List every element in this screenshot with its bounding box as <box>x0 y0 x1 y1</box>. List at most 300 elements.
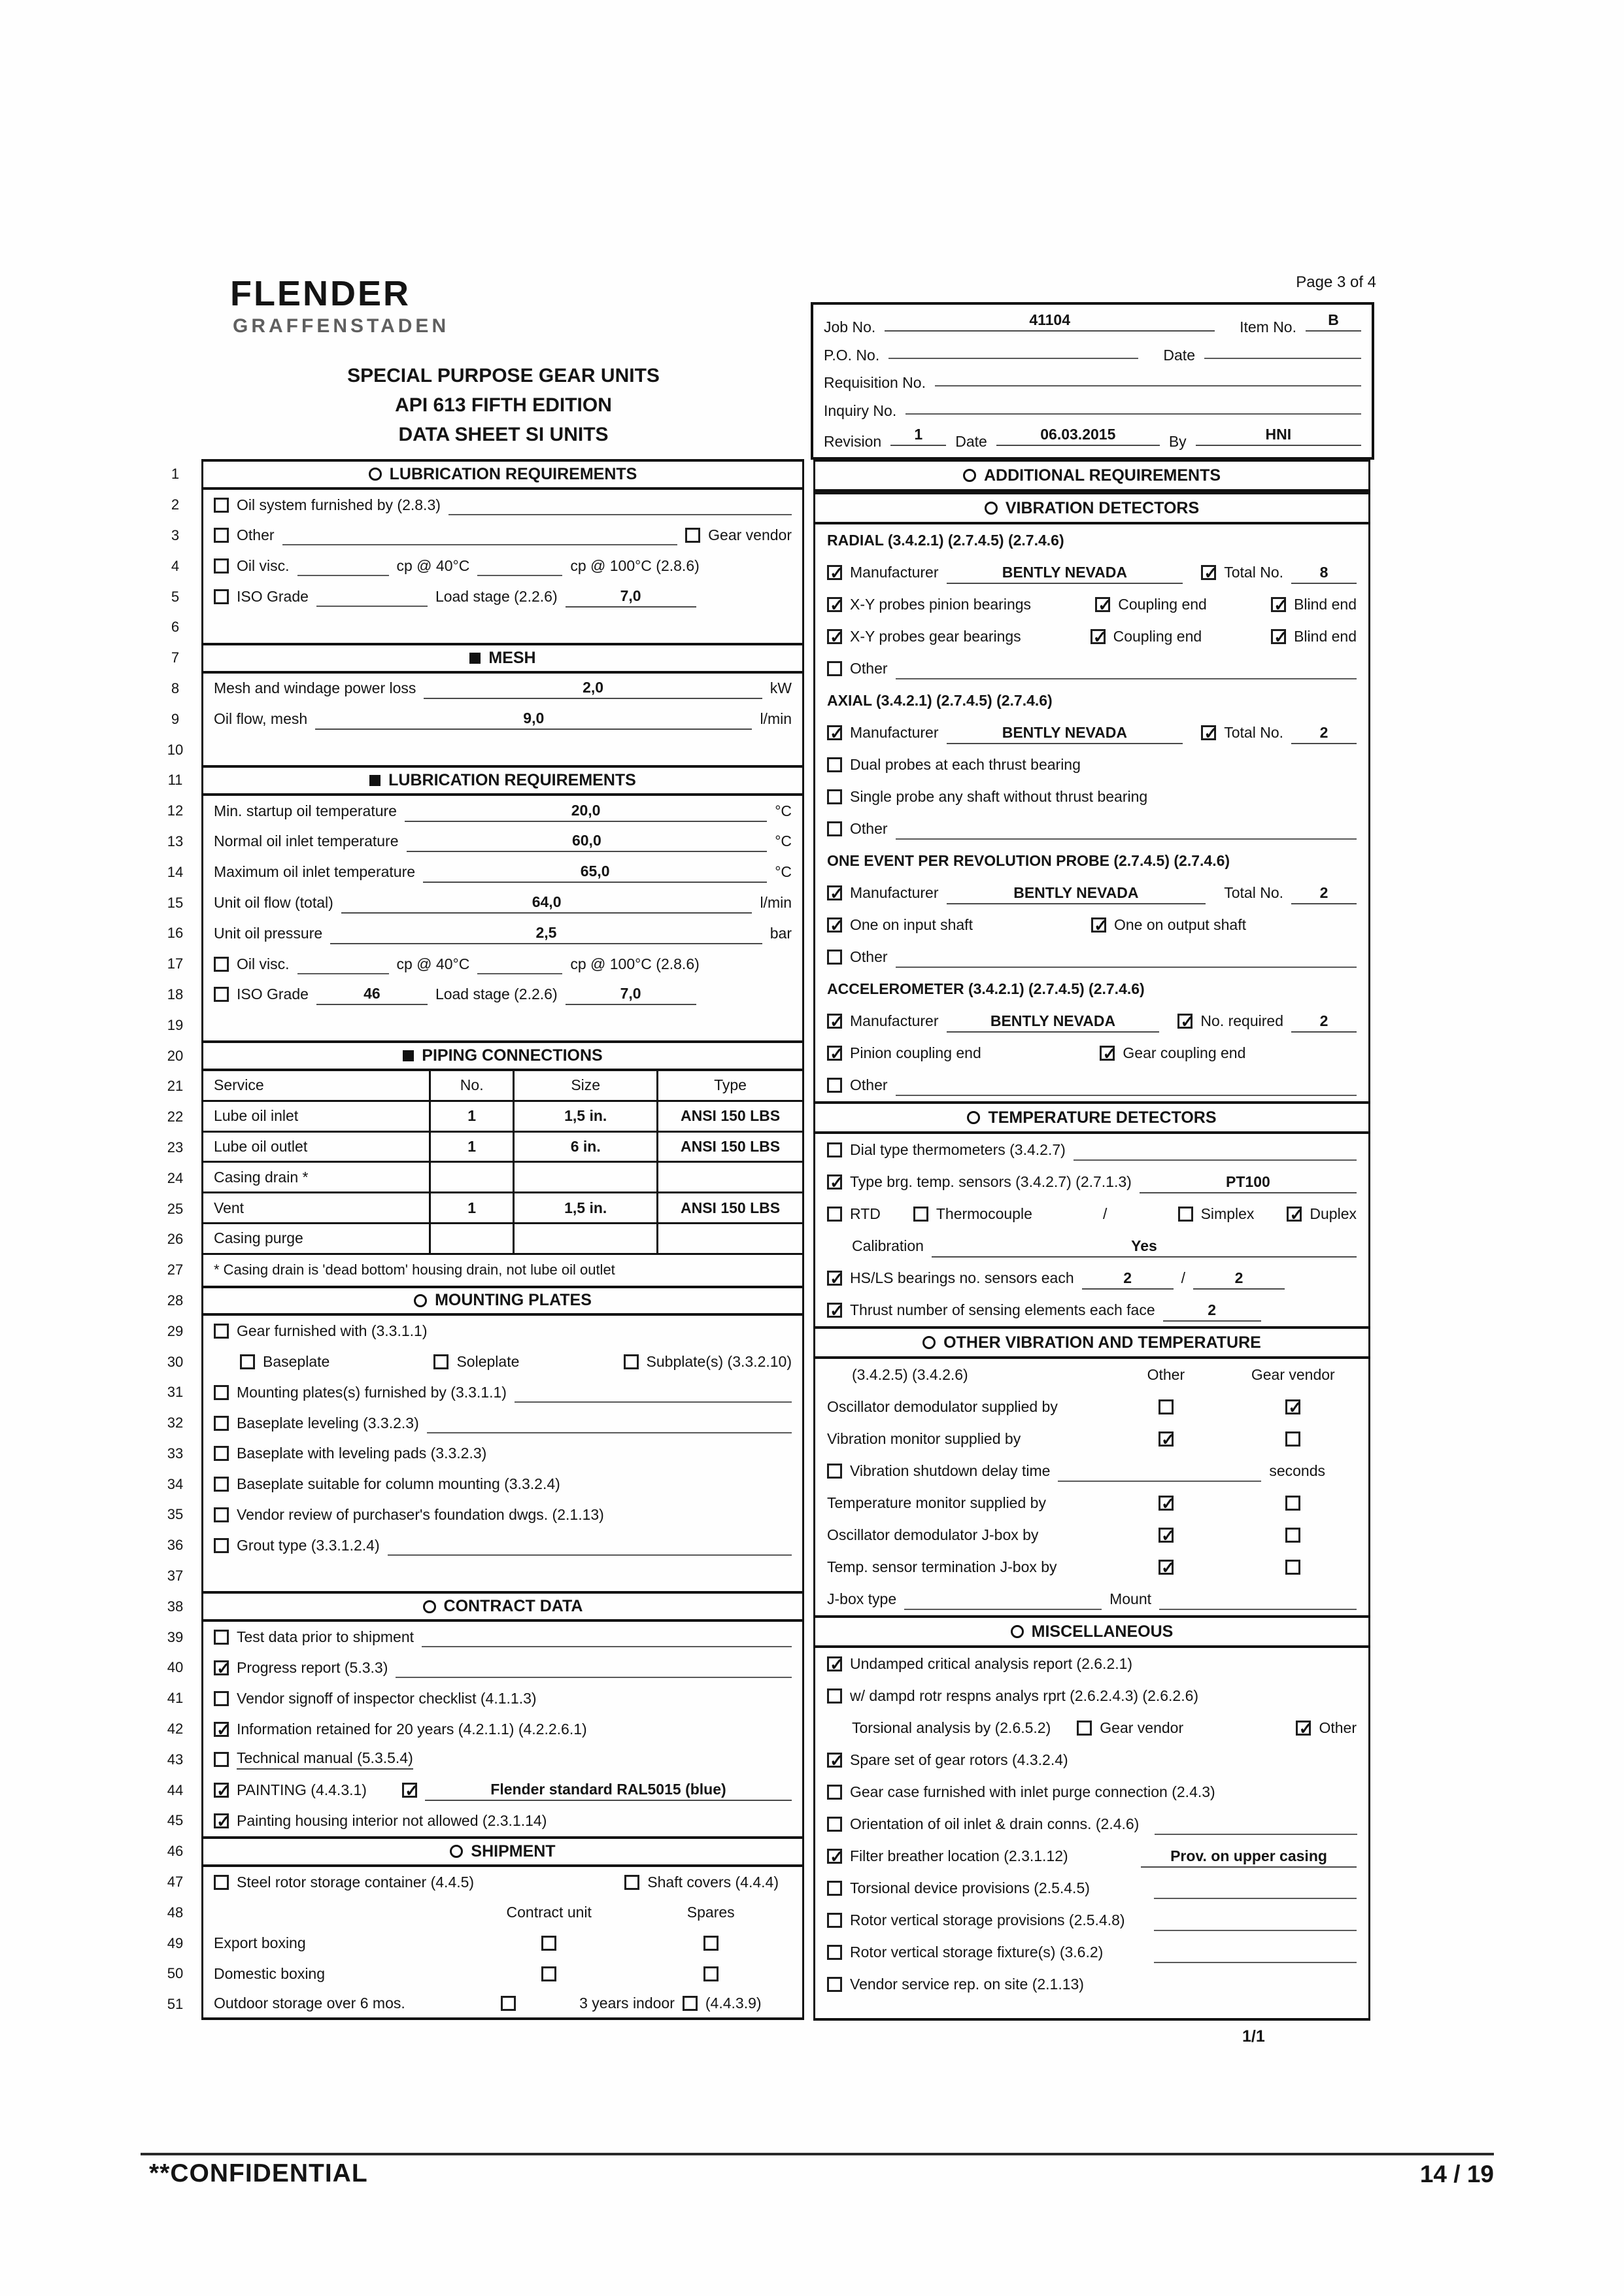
row-number: 4 <box>171 557 180 574</box>
form-row <box>815 1872 1368 1904</box>
field-label: Manufacturer <box>850 724 939 741</box>
field-label: Total No. <box>1224 724 1283 741</box>
grid-cell <box>827 1487 1102 1519</box>
info-row <box>824 342 1361 364</box>
row-number: 45 <box>167 1812 184 1829</box>
row-number: 5 <box>171 588 180 605</box>
square-marker-icon <box>369 775 381 786</box>
field-label: Date <box>1163 346 1195 364</box>
checkbox-unchecked <box>827 1913 842 1928</box>
field-label: Painting housing interior not allowed (2.3.1.14) <box>237 1811 547 1829</box>
field-value: 46 <box>316 985 428 1005</box>
document-title <box>203 361 804 449</box>
piping-row <box>201 1193 804 1224</box>
field-label: RADIAL (3.4.2.1) (2.7.4.5) (2.7.4.6) <box>827 532 1064 549</box>
section-title: VIBRATION DETECTORS <box>1005 498 1200 517</box>
form-row <box>149 1040 804 1071</box>
form-row <box>149 1714 804 1745</box>
form-row <box>815 941 1368 973</box>
field-label: P.O. No. <box>824 346 880 364</box>
checkbox-checked <box>827 1303 842 1318</box>
field-label: °C <box>775 863 792 881</box>
left-column-table <box>149 459 804 2020</box>
checkbox-unchecked <box>827 1142 842 1157</box>
form-row <box>149 1010 804 1040</box>
grid-cell <box>468 1928 630 1959</box>
checkbox-unchecked <box>913 1207 928 1222</box>
checkbox-checked <box>827 1849 842 1864</box>
checkbox-unchecked <box>1285 1528 1300 1543</box>
section-header <box>813 1101 1370 1134</box>
field-value: BENTLY NEVADA <box>947 564 1183 584</box>
row-number: 29 <box>167 1322 184 1339</box>
grid-cell <box>1102 1519 1229 1551</box>
blank-field <box>935 369 1361 386</box>
field-label: Test data prior to shipment <box>237 1628 414 1646</box>
checkbox-unchecked <box>214 1875 229 1890</box>
blank-field <box>1155 1818 1357 1835</box>
blank-field <box>896 662 1357 679</box>
section-title: MESH <box>488 648 536 667</box>
field-label: °C <box>775 802 792 819</box>
field-label: Requisition No. <box>824 374 926 392</box>
field-label: Oscillator demodulator supplied by <box>827 1398 1058 1415</box>
circle-marker-icon <box>985 502 998 515</box>
piping-row <box>201 1163 804 1193</box>
section-title: ADDITIONAL REQUIREMENTS <box>983 466 1221 485</box>
circle-marker-icon <box>414 1294 427 1307</box>
checkbox-checked <box>827 1271 842 1286</box>
footnote: * Casing drain is 'dead bottom' housing drain, not lube oil outlet <box>201 1255 804 1286</box>
row-number: 34 <box>167 1475 184 1492</box>
field-label: Blind end <box>1294 628 1357 645</box>
checkbox-checked <box>827 629 842 644</box>
checkbox-checked <box>1296 1721 1311 1736</box>
field-label: Vendor review of purchaser's foundation dwgs. (2.1.13) <box>237 1505 604 1523</box>
field-value: 60,0 <box>407 832 768 852</box>
blank-field <box>1154 1914 1357 1931</box>
checkbox-unchecked <box>827 1078 842 1093</box>
form-row-content <box>201 1806 804 1836</box>
checkbox-unchecked <box>685 528 700 543</box>
checkbox-unchecked <box>214 1416 229 1431</box>
blank-field <box>1154 1882 1357 1899</box>
blank-field <box>888 342 1138 359</box>
checkbox-unchecked <box>214 528 229 543</box>
field-label: Gear case furnished with inlet purge connection (2.4.3) <box>850 1783 1215 1800</box>
checkbox-unchecked <box>827 661 842 676</box>
checkbox-checked <box>827 1174 842 1190</box>
field-label: cp @ 100°C (2.8.6) <box>570 557 700 575</box>
form-row <box>149 1530 804 1561</box>
row-number: 25 <box>167 1200 184 1217</box>
section-title: MOUNTING PLATES <box>435 1291 592 1310</box>
checkbox-checked <box>214 1722 229 1737</box>
checkbox-unchecked <box>214 1385 229 1400</box>
form-row <box>149 949 804 980</box>
table-cell: Casing drain * <box>203 1163 431 1191</box>
table-cell: Lube oil inlet <box>203 1102 431 1131</box>
checkbox-checked <box>827 597 842 612</box>
form-row <box>815 1262 1368 1294</box>
row-number: 24 <box>167 1169 184 1186</box>
field-label: seconds <box>1269 1462 1325 1479</box>
form-row <box>149 551 804 581</box>
section-header <box>201 1040 804 1071</box>
form-row-content <box>201 1959 804 1989</box>
field-label: ONE EVENT PER REVOLUTION PROBE (2.7.4.5) (2.7.4.6) <box>827 852 1230 869</box>
section-header <box>201 1836 804 1867</box>
grid-cell <box>630 1928 792 1959</box>
checkbox-checked <box>1201 565 1216 580</box>
piping-row <box>201 1071 804 1102</box>
company-logo-subtitle: GRAFFENSTADEN <box>233 315 450 337</box>
field-label: By <box>1168 432 1187 450</box>
field-label: Coupling end <box>1118 596 1207 613</box>
field-label: One on input shaft <box>850 916 973 933</box>
checkbox-unchecked <box>827 1817 842 1832</box>
info-row <box>824 311 1361 336</box>
checkbox-unchecked <box>214 1538 229 1553</box>
form-row <box>815 1455 1368 1487</box>
form-row <box>815 524 1368 557</box>
grid-cell <box>214 1897 468 1928</box>
form-row-content <box>201 581 804 612</box>
form-row <box>149 1989 804 2020</box>
form-row-content <box>201 918 804 949</box>
form-row <box>815 1487 1368 1519</box>
field-label: Other <box>850 660 888 677</box>
blank-row <box>201 1010 804 1040</box>
table-cell: ANSI 150 LBS <box>681 1199 781 1216</box>
section-title: OTHER VIBRATION AND TEMPERATURE <box>943 1333 1261 1352</box>
grid-cell <box>1230 1359 1357 1391</box>
row-number: 21 <box>167 1078 184 1095</box>
blank-field <box>316 590 428 607</box>
blank-row <box>201 734 804 765</box>
table-cell: 1 <box>431 1102 515 1131</box>
field-label: cp @ 100°C (2.8.6) <box>570 955 700 972</box>
field-label: J-box type <box>827 1590 897 1607</box>
field-value: 2 <box>1193 1269 1285 1290</box>
row-number: 51 <box>167 1996 184 2013</box>
form-row <box>149 1499 804 1530</box>
checkbox-unchecked <box>214 987 229 1002</box>
field-label: Export boxing <box>214 1934 306 1952</box>
form-row <box>149 1867 804 1898</box>
form-row <box>149 1928 804 1959</box>
field-label: Baseplate <box>263 1353 330 1370</box>
field-value: 2 <box>1291 724 1357 744</box>
section-title: LUBRICATION REQUIREMENTS <box>389 464 637 483</box>
field-label: ACCELEROMETER (3.4.2.1) (2.7.4.5) (2.7.4.6) <box>827 980 1145 997</box>
field-label: Inquiry No. <box>824 402 897 420</box>
form-row-content <box>201 1439 804 1469</box>
form-row <box>815 1808 1368 1840</box>
field-label: / <box>1103 1205 1108 1222</box>
field-label: Information retained for 20 years (4.2.1.1) (4.2.2.6.1) <box>237 1720 587 1738</box>
checkbox-unchecked <box>624 1354 639 1369</box>
form-row <box>149 1622 804 1653</box>
row-number: 35 <box>167 1506 184 1523</box>
grid-cell <box>1230 1423 1357 1455</box>
form-row <box>149 887 804 918</box>
page-label: Page 3 of 4 <box>1296 273 1376 291</box>
blank-field <box>904 1593 1102 1610</box>
form-row <box>815 1519 1368 1551</box>
field-label: Gear vendor <box>708 526 792 544</box>
field-label: l/min <box>760 894 792 912</box>
form-row-content <box>201 1714 804 1745</box>
checkbox-unchecked <box>1077 1721 1092 1736</box>
row-number: 48 <box>167 1904 184 1921</box>
checkbox-unchecked <box>1285 1560 1300 1575</box>
form-row-content <box>201 1653 804 1683</box>
circle-marker-icon <box>369 468 382 481</box>
field-label: Grout type (3.3.1.2.4) <box>237 1536 380 1554</box>
form-row-content <box>201 1775 804 1806</box>
checkbox-checked <box>1271 629 1286 644</box>
row-number: 8 <box>171 679 180 696</box>
checkbox-unchecked <box>1159 1399 1174 1414</box>
checkbox-unchecked <box>624 1875 639 1890</box>
field-label: Torsional device provisions (2.5.4.5) <box>850 1879 1090 1896</box>
row-number: 13 <box>167 832 184 849</box>
field-label: Oil visc. <box>237 557 290 575</box>
row-number: 30 <box>167 1353 184 1370</box>
row-number: 22 <box>167 1108 184 1125</box>
row-number: 50 <box>167 1965 184 1982</box>
checkbox-unchecked <box>1285 1496 1300 1511</box>
form-row-content <box>201 1897 804 1928</box>
form-row <box>149 521 804 551</box>
field-label: bar <box>770 924 792 942</box>
table-cell: Vent <box>203 1193 431 1222</box>
checkbox-unchecked <box>433 1354 448 1369</box>
field-value: BENTLY NEVADA <box>947 1012 1160 1033</box>
form-row <box>149 674 804 704</box>
company-logo: FLENDER <box>230 274 411 313</box>
row-number: 43 <box>167 1751 184 1768</box>
checkbox-unchecked <box>703 1936 719 1951</box>
checkbox-unchecked <box>827 1945 842 1960</box>
form-row <box>815 653 1368 685</box>
checkbox-checked <box>1159 1560 1174 1575</box>
field-label: Gear coupling end <box>1123 1044 1246 1061</box>
form-row <box>815 1744 1368 1776</box>
row-number: 42 <box>167 1721 184 1738</box>
field-label: Min. startup oil temperature <box>214 802 397 819</box>
field-label: ISO Grade <box>237 985 309 1003</box>
form-row <box>149 796 804 827</box>
form-row <box>815 1904 1368 1936</box>
form-row-content <box>201 674 804 704</box>
field-label: No. required <box>1200 1012 1283 1029</box>
form-row <box>149 1653 804 1683</box>
form-row <box>149 459 804 490</box>
field-value: 2 <box>1082 1269 1174 1290</box>
checkbox-checked <box>827 1656 842 1671</box>
checkbox-unchecked <box>541 1966 556 1981</box>
field-label: Type brg. temp. sensors (3.4.2.7) (2.7.1.3) <box>850 1173 1132 1190</box>
blank-field <box>396 1661 792 1678</box>
form-row <box>815 749 1368 781</box>
row-number: 39 <box>167 1628 184 1645</box>
checkbox-checked <box>1201 725 1216 740</box>
field-label: w/ dampd rotr respns analys rprt (2.6.2.4.3) (2.6.2.6) <box>850 1687 1199 1704</box>
row-number: 20 <box>167 1047 184 1064</box>
checkbox-unchecked <box>827 1977 842 1992</box>
column-header: Size <box>515 1071 658 1100</box>
form-row <box>149 1316 804 1346</box>
blank-row <box>201 1561 804 1592</box>
field-label: Vibration shutdown delay time <box>850 1462 1051 1479</box>
grid-cell <box>1230 1519 1357 1551</box>
form-row <box>149 1561 804 1592</box>
checkbox-unchecked <box>214 1446 229 1461</box>
field-label: Rotor vertical storage fixture(s) (3.6.2) <box>850 1944 1104 1961</box>
field-label: Pinion coupling end <box>850 1044 981 1061</box>
checkbox-unchecked <box>827 1881 842 1896</box>
grid-cell <box>549 1989 792 2017</box>
right-column-table <box>813 459 1370 2021</box>
checkbox-unchecked <box>501 1996 516 2011</box>
section-body <box>813 1648 1370 2021</box>
checkbox-checked <box>402 1783 417 1798</box>
form-row <box>149 1591 804 1622</box>
row-number: 2 <box>171 496 180 513</box>
field-label: Thrust number of sensing elements each face <box>850 1301 1155 1318</box>
field-label: Revision <box>824 432 882 450</box>
column-header: No. <box>431 1071 515 1100</box>
form-row <box>149 1469 804 1499</box>
form-row <box>149 765 804 796</box>
field-label: Technical manual (5.3.5.4) <box>237 1749 413 1770</box>
form-row <box>149 1836 804 1867</box>
form-row-content <box>201 490 804 521</box>
checkbox-unchecked <box>214 558 229 574</box>
checkbox-unchecked <box>827 1785 842 1800</box>
blank-field <box>422 1630 792 1647</box>
field-label: Mesh and windage power loss <box>214 679 416 697</box>
checkbox-checked <box>1095 597 1110 612</box>
section-title: LUBRICATION REQUIREMENTS <box>388 770 636 789</box>
form-row <box>815 1294 1368 1326</box>
form-row <box>815 621 1368 653</box>
blank-field <box>1074 1144 1357 1161</box>
section-title: SHIPMENT <box>471 1842 556 1860</box>
field-label: Single probe any shaft without thrust bearing <box>850 788 1148 805</box>
checkbox-checked <box>214 1660 229 1675</box>
grid-cell <box>630 1959 792 1989</box>
form-row <box>815 813 1368 845</box>
form-row <box>815 1005 1368 1037</box>
table-cell <box>431 1224 515 1253</box>
section-title: CONTRACT DATA <box>443 1597 583 1616</box>
form-row <box>149 1377 804 1408</box>
blank-field <box>905 398 1361 415</box>
field-label: Vibration monitor supplied by <box>827 1430 1021 1447</box>
grid-cell <box>827 1551 1102 1583</box>
field-value: 2 <box>1291 884 1357 904</box>
field-label: Other <box>850 948 888 965</box>
field-label: Progress report (5.3.3) <box>237 1658 388 1676</box>
blank-field <box>282 528 678 545</box>
checkbox-checked <box>827 725 842 740</box>
checkbox-unchecked <box>214 1630 229 1645</box>
field-label: Total No. <box>1224 564 1283 581</box>
table-cell: 6 in. <box>515 1133 658 1161</box>
field-label: Job No. <box>824 318 876 336</box>
form-row <box>815 1551 1368 1583</box>
row-number: 27 <box>167 1261 184 1278</box>
form-row <box>815 1037 1368 1069</box>
piping-row <box>201 1224 804 1255</box>
page-number: 14 / 19 <box>1419 2161 1494 2187</box>
form-row <box>149 1775 804 1806</box>
form-row <box>149 704 804 734</box>
field-label: Normal oil inlet temperature <box>214 832 399 850</box>
blank-field <box>1058 1465 1261 1482</box>
field-label: °C <box>775 832 792 850</box>
checkbox-checked <box>1287 1207 1302 1222</box>
field-label: Temperature monitor supplied by <box>827 1494 1046 1511</box>
row-number: 9 <box>171 710 180 727</box>
row-number: 36 <box>167 1537 184 1554</box>
field-label: Total No. <box>1224 884 1283 901</box>
row-number: 14 <box>167 863 184 880</box>
field-label: Shaft covers (4.4.4) <box>647 1873 779 1891</box>
form-row-content <box>201 1928 804 1959</box>
form-row <box>815 1712 1368 1744</box>
blank-field <box>515 1386 792 1403</box>
checkbox-unchecked <box>827 821 842 836</box>
form-row <box>815 557 1368 589</box>
field-label: (4.4.3.9) <box>705 1994 762 2012</box>
form-row <box>149 581 804 612</box>
field-value: 65,0 <box>423 863 767 883</box>
form-row <box>815 1936 1368 1968</box>
form-row <box>149 734 804 765</box>
row-number: 23 <box>167 1139 184 1156</box>
circle-marker-icon <box>967 1111 980 1124</box>
field-label: Simplex <box>1200 1205 1255 1222</box>
field-label: Torsional analysis by (2.6.5.2) <box>852 1719 1051 1736</box>
blank-field <box>388 1539 792 1556</box>
field-label: Thermocouple <box>936 1205 1032 1222</box>
field-value: HNI <box>1196 426 1361 446</box>
field-label: Duplex <box>1310 1205 1357 1222</box>
checkbox-unchecked <box>703 1966 719 1981</box>
form-row <box>815 685 1368 717</box>
checkbox-unchecked <box>827 757 842 772</box>
form-row-content <box>201 704 804 734</box>
field-label: Gear furnished with (3.3.1.1) <box>237 1322 428 1340</box>
table-cell <box>515 1224 658 1253</box>
field-label: Other <box>237 526 275 544</box>
grid-cell <box>214 1989 468 2017</box>
title-line-3: DATA SHEET SI UNITS <box>398 424 609 445</box>
row-number: 49 <box>167 1934 184 1951</box>
form-row <box>149 1346 804 1377</box>
form-row-content <box>201 1867 804 1898</box>
table-cell: ANSI 150 LBS <box>681 1137 781 1155</box>
grid-cell <box>827 1391 1102 1423</box>
field-label: Undamped critical analysis report (2.6.2.1) <box>850 1655 1133 1672</box>
form-row <box>149 490 804 521</box>
field-label: kW <box>770 679 792 697</box>
section-body <box>813 1359 1370 1615</box>
